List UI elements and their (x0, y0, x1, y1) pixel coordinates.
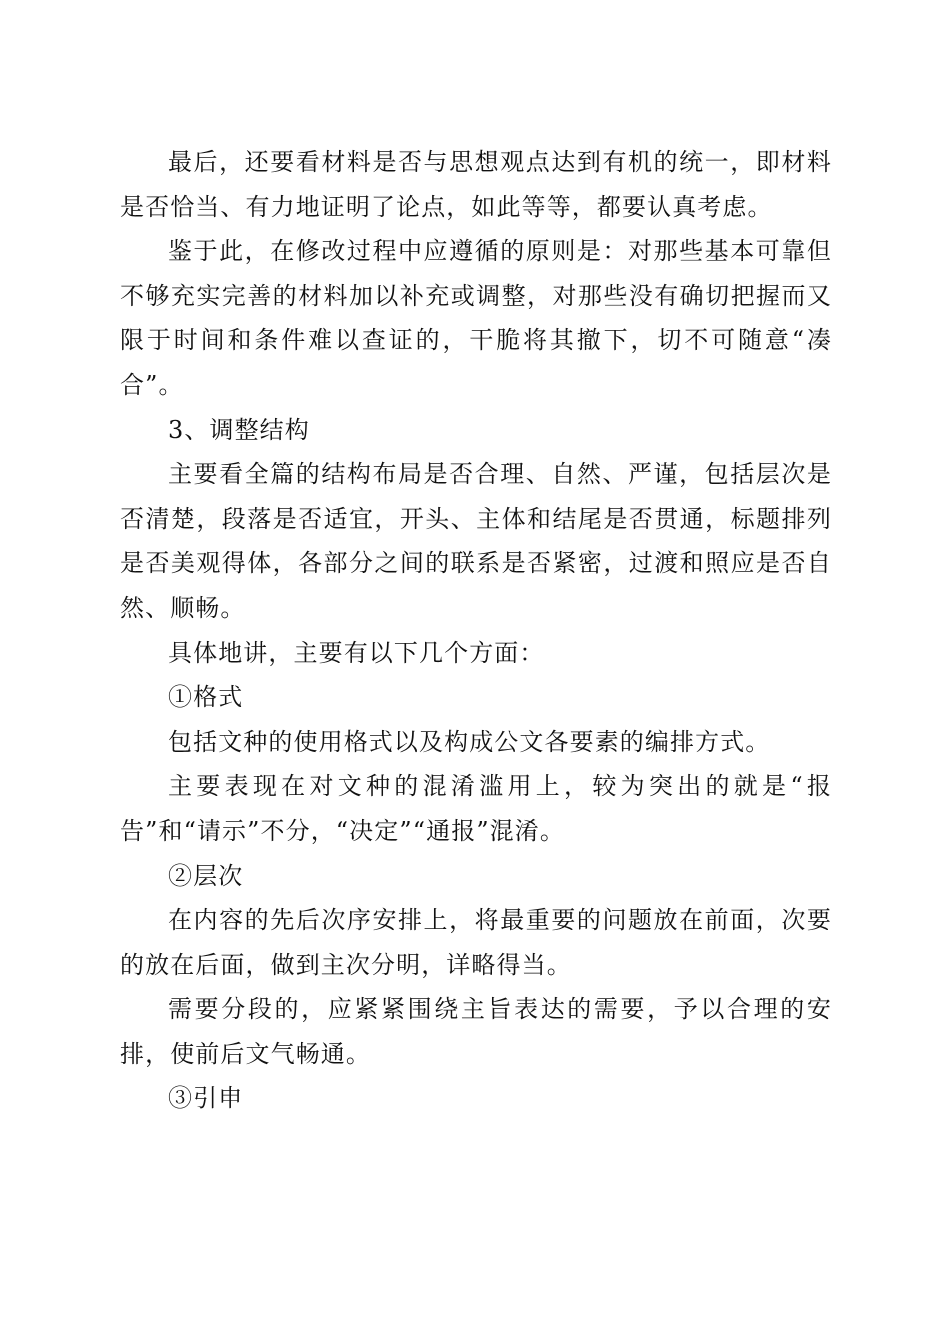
paragraph-materials-unity: 最后，还要看材料是否与思想观点达到有机的统一，即材料是否恰当、有力地证明了论点，如此等等，都要认真考虑。 (120, 148, 832, 221)
paragraph-aspects-intro: 具体地讲，主要有以下几个方面： (168, 638, 545, 667)
section-heading-adjust-structure: 3、调整结构 (168, 415, 310, 444)
paragraph-revision-principle: 鉴于此，在修改过程中应遵循的原则是：对那些基本可靠但不够充实完善的材料加以补充或调整，对那些没有确切把握而又限于时间和条件难以查证的，干脆将其撤下，切不可随意“凑合”。 (120, 237, 832, 399)
subheading-format: ①格式 (168, 683, 244, 712)
paragraph-format-definition: 包括文种的使用格式以及构成公文各要素的编排方式。 (168, 727, 771, 756)
paragraph-structure-layout: 主要看全篇的结构布局是否合理、自然、严谨，包括层次是否清楚，段落是否适宜，开头、主体和结尾是否贯通，标题排列是否美观得体，各部分之间的联系是否紧密，过渡和照应是否自然、顺畅。 (120, 460, 832, 622)
paragraph-levels-sections: 需要分段的，应紧紧围绕主旨表达的需要，予以合理的安排，使前后文气畅通。 (120, 995, 832, 1068)
subheading-levels: ②层次 (168, 861, 244, 890)
paragraph-levels-order: 在内容的先后次序安排上，将最重要的问题放在前面，次要的放在后面，做到主次分明，详略得当。 (120, 906, 832, 979)
subheading-extension: ③引申 (168, 1084, 244, 1113)
document-body (120, 140, 832, 1121)
paragraph-format-problems: 主要表现在对文种的混淆滥用上，较为突出的就是“报告”和“请示”不分，“决定”“通报”混淆。 (120, 772, 832, 845)
